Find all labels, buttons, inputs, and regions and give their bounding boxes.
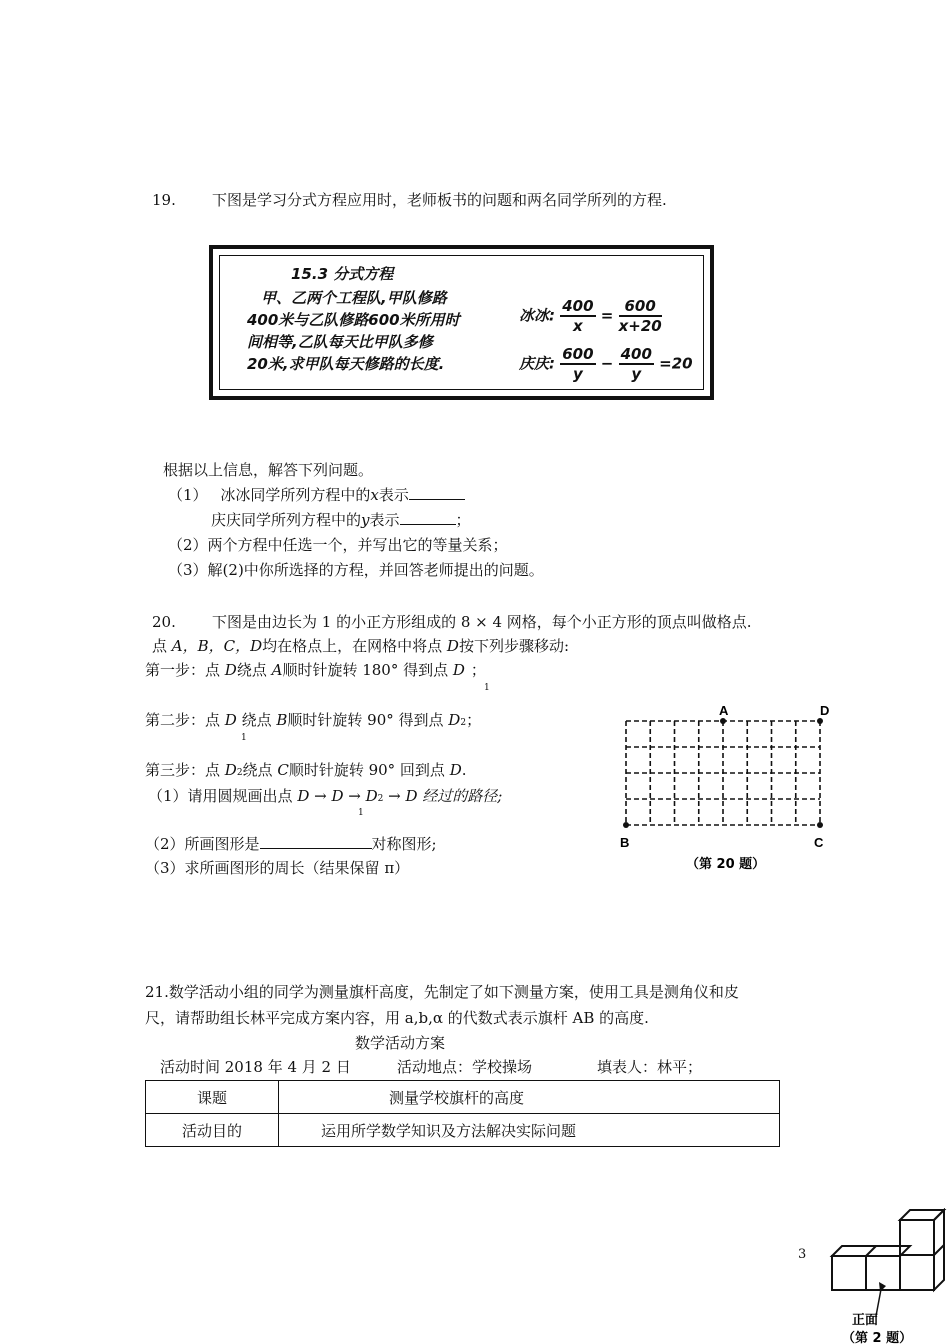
bb-left-num: 400 <box>562 297 594 315</box>
plan-place: 活动地点：学校操场 <box>397 1058 533 1076</box>
bb-right-num: 600 <box>619 297 662 317</box>
bb-left-den: x <box>573 317 583 335</box>
point-c <box>817 822 823 828</box>
qq-a-den: y <box>573 365 583 383</box>
label-a: A <box>719 703 729 718</box>
bb-right-den: x+20 <box>618 317 662 335</box>
board-line-2: 400米与乙队修路600米所用时 <box>247 311 460 329</box>
fig20-caption: （第 20 题） <box>686 857 766 872</box>
row-label: 活动目的 <box>146 1114 279 1147</box>
q19-part3: （3）解(2)中你所选择的方程，并回答老师提出的问题。 <box>168 561 544 579</box>
label-b: B <box>620 835 630 850</box>
q19-stem: 下图是学习分式方程应用时，老师板书的问题和两名同学所列的方程. <box>212 191 667 209</box>
front-label: 正面 <box>852 1313 879 1328</box>
row-value: 测量学校旗杆的高度 <box>279 1081 780 1114</box>
q20-step1: 第一步：点 D绕点 A顺时针旋转 180° 得到点 D ； <box>145 661 486 679</box>
q19-intro: 根据以上信息，解答下列问题。 <box>163 461 374 479</box>
q19-number: 19. <box>152 191 176 209</box>
bb-eq: = <box>600 306 614 325</box>
blank-symmetry[interactable] <box>260 834 372 849</box>
qingqing-label: 庆庆: <box>519 354 555 373</box>
board-title: 15.3 分式方程 <box>291 265 394 283</box>
label-d: D <box>820 703 830 718</box>
point-b <box>623 822 629 828</box>
plan-filler: 填表人：林平； <box>597 1058 703 1076</box>
q20-number: 20. <box>152 613 176 631</box>
point-d <box>817 718 823 724</box>
q19-part2: （2）两个方程中任选一个，并写出它的等量关系； <box>168 536 508 554</box>
plan-title: 数学活动方案 <box>355 1034 446 1052</box>
qq-rhs: =20 <box>659 354 693 373</box>
q20-grid-figure <box>612 700 842 880</box>
s1-subscript: 1 <box>358 808 364 818</box>
q20-sub1: （1）请用圆规画出点 D → D → D2 → D 经过的路径; <box>148 787 503 805</box>
plan-table <box>145 1080 780 1147</box>
q19-blackboard <box>209 245 714 400</box>
qq-b-num: 400 <box>620 345 652 363</box>
step2-subscript: 1 <box>241 733 247 743</box>
bingbing-label: 冰冰: <box>519 306 555 325</box>
q21-line2: 尺，请帮助组长林平完成方案内容，用 a,b,α 的代数式表示旗杆 AB 的高度. <box>145 1009 649 1027</box>
step1-subscript: 1 <box>484 683 490 693</box>
point-a <box>720 718 726 724</box>
qq-minus: − <box>600 354 614 373</box>
q20-step3: 第三步：点 D2绕点 C顺时针旋转 90° 回到点 D. <box>145 761 467 779</box>
q20-stem2: 点 A，B，C，D均在格点上，在网格中将点 D按下列步骤移动: <box>152 637 570 655</box>
q20-stem: 下图是由边长为 1 的小正方形组成的 8 × 4 网格，每个小正方形的顶点叫做格点. <box>212 613 752 631</box>
blank-x[interactable] <box>409 485 465 500</box>
corner-cube-figure <box>826 1208 950 1344</box>
qq-a-num: 600 <box>562 345 594 363</box>
plan-time: 活动时间 2018 年 4 月 2 日 <box>160 1058 351 1076</box>
table-row <box>146 1081 780 1114</box>
page-number: 3 <box>798 1247 807 1262</box>
q20-sub3: （3）求所画图形的周长（结果保留 π） <box>145 859 410 877</box>
q20-step2: 第二步：点 D 绕点 B顺时针旋转 90° 得到点 D2； <box>145 711 482 729</box>
bingbing-equation <box>519 297 662 335</box>
label-c: C <box>814 835 824 850</box>
qingqing-equation <box>519 345 693 383</box>
blank-y[interactable] <box>400 510 456 525</box>
qq-b-den: y <box>631 365 642 383</box>
row-label: 课题 <box>146 1081 279 1114</box>
q19-part1a: （1） 冰冰同学所列方程中的x表示 <box>168 485 465 505</box>
table-row <box>146 1114 780 1147</box>
q21-line1: 21.数学活动小组的同学为测量旗杆高度，先制定了如下测量方案，使用工具是测角仪和皮 <box>145 983 739 1001</box>
q19-part1b: 庆庆同学所列方程中的y表示 ； <box>211 511 471 529</box>
row-value: 运用所学数学知识及方法解决实际问题 <box>279 1114 780 1147</box>
q20-sub2: （2）所画图形是 对称图形; <box>145 835 437 853</box>
board-line-1: 甲、乙两个工程队,甲队修路 <box>261 289 447 307</box>
corner-caption: （第 2 题） <box>842 1331 913 1344</box>
board-line-3: 间相等,乙队每天比甲队多修 <box>247 333 433 351</box>
board-line-4: 20米,求甲队每天修路的长度. <box>247 355 445 373</box>
